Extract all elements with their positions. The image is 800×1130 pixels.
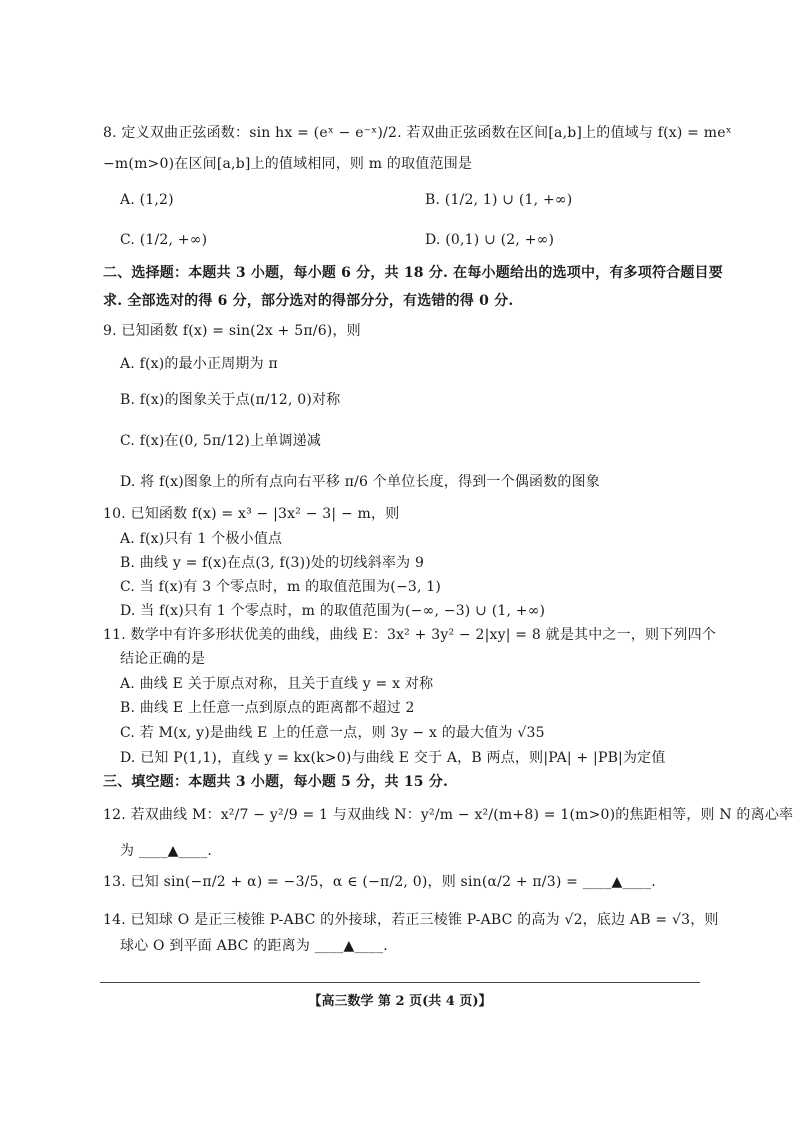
q14-line1: 14. 已知球 O 是正三棱锥 P-ABC 的外接球，若正三棱锥 P-ABC 的高为 √2，底边 AB = √3，则: [103, 912, 719, 928]
q8-line2: −m(m>0)在区间[a,b]上的值域相同，则 m 的取值范围是: [103, 156, 473, 172]
q9-optC: C. f(x)在(0, 5π/12)上单调递减: [120, 433, 322, 449]
q11-optB: B. 曲线 E 上任意一点到原点的距离都不超过 2: [120, 700, 415, 716]
footer-divider: [100, 982, 700, 983]
q11-optD: D. 已知 P(1,1)，直线 y = kx(k>0)与曲线 E 交于 A，B 两点，则|PA| + |PB|为定值: [120, 750, 666, 766]
q10-optB: B. 曲线 y = f(x)在点(3, f(3))处的切线斜率为 9: [120, 555, 425, 571]
q12-line1: 12. 若双曲线 M：x²/7 − y²/9 = 1 与双曲线 N：y²/m − x²/(m+8) = 1(m>0)的焦距相等，则 N 的离心率: [103, 807, 794, 823]
q10-optC: C. 当 f(x)有 3 个零点时，m 的取值范围为(−3, 1): [120, 579, 442, 595]
q9-stem: 9. 已知函数 f(x) = sin(2x + 5π/6)，则: [103, 323, 361, 339]
q10-stem: 10. 已知函数 f(x) = x³ − |3x² − 3| − m，则: [103, 506, 400, 522]
q10-optD: D. 当 f(x)只有 1 个零点时，m 的取值范围为(−∞, −3) ∪ (1, +∞): [120, 603, 546, 619]
q12-line2: 为 ____▲____.: [120, 843, 213, 859]
q8-optB: B. (1/2, 1) ∪ (1, +∞): [425, 192, 573, 208]
q8-optC: C. (1/2, +∞): [120, 232, 208, 248]
q8-line1: 8. 定义双曲正弦函数：sin hx = (eˣ − e⁻ˣ)/2. 若双曲正弦函数在区间[a,b]上的值域与 f(x) = meˣ: [103, 125, 732, 141]
q11-stem-line2: 结论正确的是: [120, 651, 206, 667]
q8-optD: D. (0,1) ∪ (2, +∞): [425, 232, 555, 248]
q9-optB: B. f(x)的图象关于点(π/12, 0)对称: [120, 392, 341, 408]
section2-title: 二、选择题：本题共 3 小题，每小题 6 分，共 18 分. 在每小题给出的选项中，有多项符合题目要: [103, 265, 723, 281]
q10-optA: A. f(x)只有 1 个极小值点: [120, 531, 283, 547]
q11-optA: A. 曲线 E 关于原点对称，且关于直线 y = x 对称: [120, 676, 434, 692]
section2-title-cont: 求. 全部选对的得 6 分，部分选对的得部分分，有选错的得 0 分.: [103, 293, 514, 309]
q14-line2: 球心 O 到平面 ABC 的距离为 ____▲____.: [120, 938, 388, 954]
q11-optC: C. 若 M(x, y)是曲线 E 上的任意一点，则 3y − x 的最大值为 √35: [120, 725, 545, 741]
q8-optA: A. (1,2): [120, 192, 174, 208]
q9-optD: D. 将 f(x)图象上的所有点向右平移 π/6 个单位长度，得到一个偶函数的图象: [120, 474, 601, 490]
q11-stem-line1: 11. 数学中有许多形状优美的曲线，曲线 E：3x² + 3y² − 2|xy| = 8 就是其中之一，则下列四个: [103, 627, 717, 643]
q13-line: 13. 已知 sin(−π/2 + α) = −3/5，α ∈ (−π/2, 0)，则 sin(α/2 + π/3) = ____▲____.: [103, 874, 656, 890]
q9-optA: A. f(x)的最小正周期为 π: [120, 356, 278, 372]
section3-title: 三、填空题：本题共 3 小题，每小题 5 分，共 15 分.: [103, 774, 449, 790]
page-footer: 【高三数学 第 2 页(共 4 页)】: [308, 994, 492, 1009]
